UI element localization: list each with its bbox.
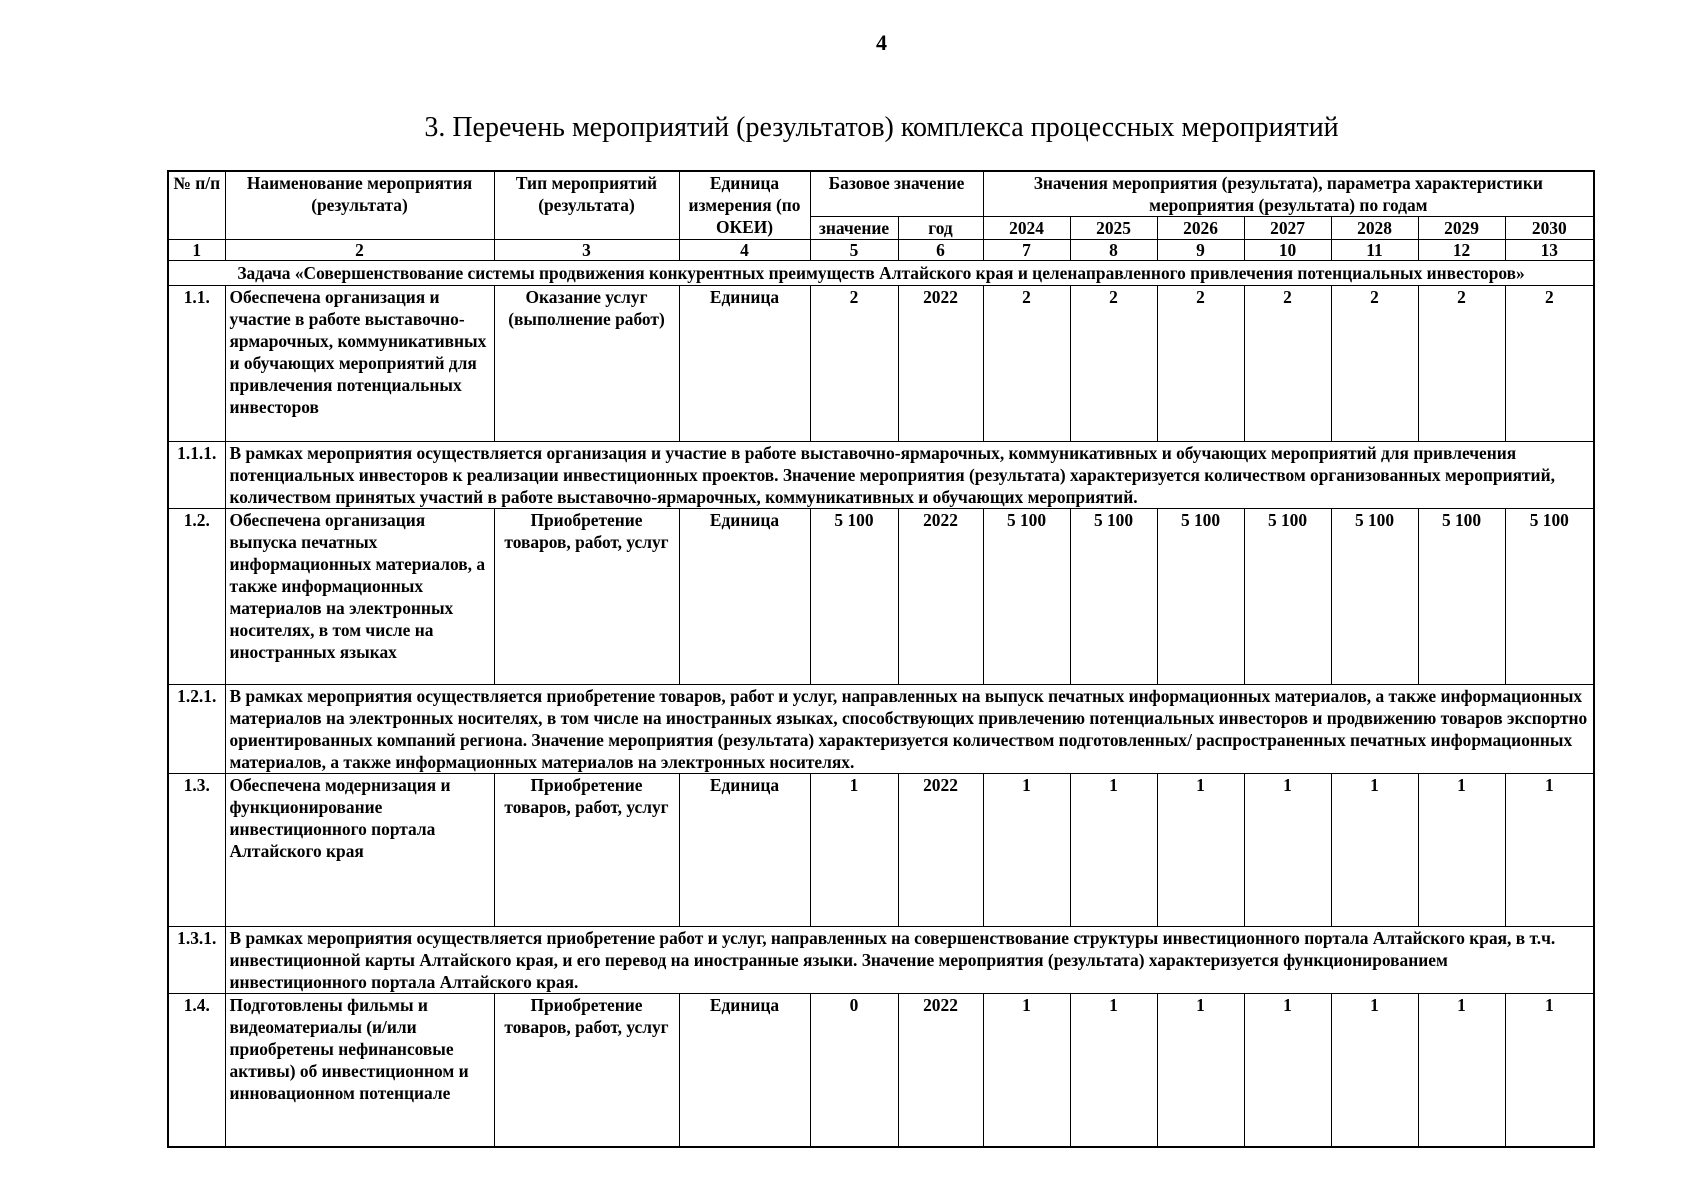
item-num: 1.4. [168, 994, 225, 1148]
desc-num: 1.3.1. [168, 927, 225, 994]
desc-text: В рамках мероприятия осуществляется приобретение товаров, работ и услуг, направленных на выпуск печатных информационных материалов, а также информационных материалов на электронных носителях, в том числе на иностранных языках, способствующих привлечению потенциальных инвесторов и продвижению товаров экспортно ориентированных компаний региона. Значение мероприятия (результата) характеризуется количеством подготовленных/ распространенных печатных информационных материалов, а также информационных материалов на электронных носителях. [225, 685, 1594, 774]
header-base-value: значение [810, 217, 898, 240]
col-number: 6 [898, 240, 983, 261]
header-name: Наименование мероприятия (результата) [225, 171, 494, 240]
item-value-2024: 5 100 [983, 509, 1070, 685]
item-value-2029: 1 [1418, 774, 1505, 927]
col-number: 3 [494, 240, 679, 261]
item-type: Приобретение товаров, работ, услуг [494, 509, 679, 685]
header-type: Тип мероприятий (результата) [494, 171, 679, 240]
item-value-2027: 5 100 [1244, 509, 1331, 685]
item-name: Обеспечена организация выпуска печатных информационных материалов, а также информационных материалов на электронных носителях, в том числе на иностранных языках [225, 509, 494, 685]
activities-table [167, 170, 1595, 1148]
item-unit: Единица [679, 286, 810, 442]
col-number: 12 [1418, 240, 1505, 261]
page-number: 4 [876, 30, 887, 55]
item-name: Подготовлены фильмы и видеоматериалы (и/или приобретены нефинансовые активы) об инвестиционном и инновационном потенциале [225, 994, 494, 1148]
header-num: № п/п [168, 171, 225, 240]
col-number: 11 [1331, 240, 1418, 261]
item-base-value: 0 [810, 994, 898, 1148]
item-base-value: 1 [810, 774, 898, 927]
item-base-year: 2022 [898, 286, 983, 442]
col-number: 2 [225, 240, 494, 261]
header-base: Базовое значение [810, 171, 983, 217]
header-row [168, 171, 1594, 217]
description-row [168, 442, 1594, 509]
item-unit: Единица [679, 774, 810, 927]
item-unit: Единица [679, 509, 810, 685]
item-value-2030: 1 [1505, 774, 1594, 927]
item-value-2027: 1 [1244, 994, 1331, 1148]
item-base-value: 5 100 [810, 509, 898, 685]
item-base-year: 2022 [898, 774, 983, 927]
task-title: Задача «Совершенствование системы продвижения конкурентных преимуществ Алтайского края и целенаправленного привлечения потенциальных инвесторов» [168, 261, 1594, 286]
col-number: 4 [679, 240, 810, 261]
task-row [168, 261, 1594, 286]
item-unit: Единица [679, 994, 810, 1148]
description-row [168, 685, 1594, 774]
header-year: 2027 [1244, 217, 1331, 240]
item-value-2029: 1 [1418, 994, 1505, 1148]
table-row [168, 509, 1594, 685]
item-value-2025: 1 [1070, 774, 1157, 927]
col-number: 10 [1244, 240, 1331, 261]
header-year: 2029 [1418, 217, 1505, 240]
item-value-2026: 5 100 [1157, 509, 1244, 685]
desc-num: 1.2.1. [168, 685, 225, 774]
item-base-year: 2022 [898, 509, 983, 685]
item-value-2025: 2 [1070, 286, 1157, 442]
item-value-2026: 1 [1157, 774, 1244, 927]
item-value-2027: 2 [1244, 286, 1331, 442]
table-row [168, 994, 1594, 1148]
desc-text: В рамках мероприятия осуществляется приобретение работ и услуг, направленных на совершенствование структуры инвестиционного портала Алтайского края, в т.ч. инвестиционной карты Алтайского края, и его перевод на иностранные языки. Значение мероприятия (результата) характеризуется функционированием инвестиционного портала Алтайского края. [225, 927, 1594, 994]
header-year: 2030 [1505, 217, 1594, 240]
document-title: 3. Перечень мероприятий (результатов) комплекса процессных мероприятий [424, 112, 1339, 143]
item-value-2029: 2 [1418, 286, 1505, 442]
header-unit: Единица измерения (по ОКЕИ) [679, 171, 810, 240]
col-number: 1 [168, 240, 225, 261]
col-number: 9 [1157, 240, 1244, 261]
item-value-2025: 5 100 [1070, 509, 1157, 685]
item-value-2024: 1 [983, 774, 1070, 927]
header-year: 2026 [1157, 217, 1244, 240]
col-number: 7 [983, 240, 1070, 261]
item-num: 1.2. [168, 509, 225, 685]
item-value-2030: 1 [1505, 994, 1594, 1148]
item-value-2024: 1 [983, 994, 1070, 1148]
description-row [168, 927, 1594, 994]
item-value-2028: 2 [1331, 286, 1418, 442]
table-row [168, 774, 1594, 927]
item-name: Обеспечена модернизация и функционирование инвестиционного портала Алтайского края [225, 774, 494, 927]
item-type: Приобретение товаров, работ, услуг [494, 774, 679, 927]
item-value-2025: 1 [1070, 994, 1157, 1148]
item-name: Обеспечена организация и участие в работе выставочно-ярмарочных, коммуникативных и обучающих мероприятий для привлечения потенциальных инвесторов [225, 286, 494, 442]
item-type: Приобретение товаров, работ, услуг [494, 994, 679, 1148]
header-year: 2025 [1070, 217, 1157, 240]
item-value-2027: 1 [1244, 774, 1331, 927]
item-value-2029: 5 100 [1418, 509, 1505, 685]
header-years-group: Значения мероприятия (результата), параметра характеристики мероприятия (результата) по годам [983, 171, 1594, 217]
header-base-year: год [898, 217, 983, 240]
item-num: 1.1. [168, 286, 225, 442]
item-value-2030: 2 [1505, 286, 1594, 442]
col-number: 8 [1070, 240, 1157, 261]
col-number: 5 [810, 240, 898, 261]
desc-num: 1.1.1. [168, 442, 225, 509]
item-base-value: 2 [810, 286, 898, 442]
table-row [168, 286, 1594, 442]
item-value-2024: 2 [983, 286, 1070, 442]
col-number: 13 [1505, 240, 1594, 261]
item-num: 1.3. [168, 774, 225, 927]
item-base-year: 2022 [898, 994, 983, 1148]
item-value-2026: 1 [1157, 994, 1244, 1148]
header-year: 2024 [983, 217, 1070, 240]
item-value-2028: 1 [1331, 774, 1418, 927]
item-value-2030: 5 100 [1505, 509, 1594, 685]
item-value-2028: 1 [1331, 994, 1418, 1148]
item-value-2028: 5 100 [1331, 509, 1418, 685]
header-year: 2028 [1331, 217, 1418, 240]
item-type: Оказание услуг (выполнение работ) [494, 286, 679, 442]
column-number-row [168, 240, 1594, 261]
item-value-2026: 2 [1157, 286, 1244, 442]
desc-text: В рамках мероприятия осуществляется организация и участие в работе выставочно-ярмарочных, коммуникативных и обучающих мероприятий для привлечения потенциальных инвесторов к реализации инвестиционных проектов. Значение мероприятия (результата) характеризуется количеством организованных мероприятий, количеством принятых участий в работе выставочно-ярмарочных, коммуникативных и обучающих мероприятий. [225, 442, 1594, 509]
